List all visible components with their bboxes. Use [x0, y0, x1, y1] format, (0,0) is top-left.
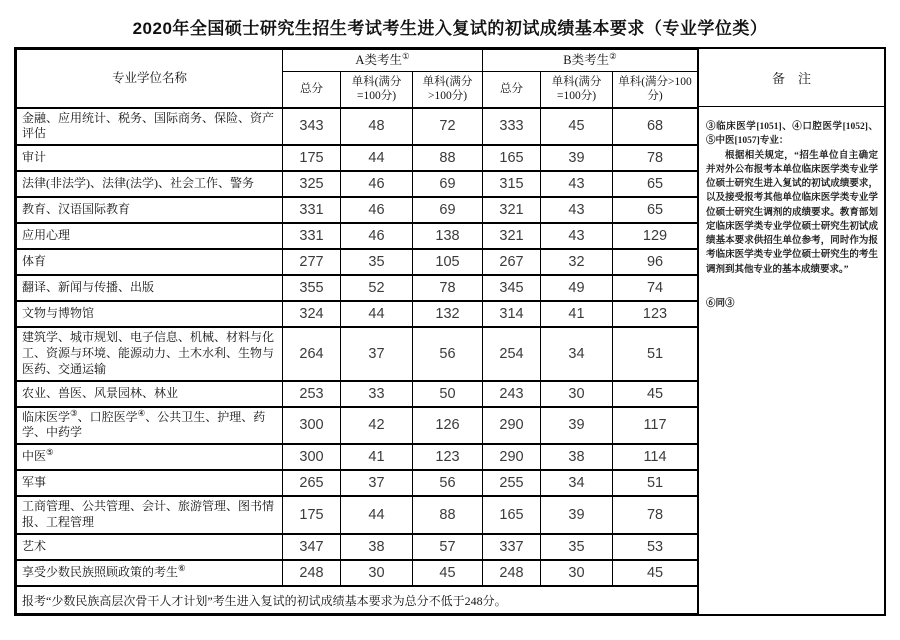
score-cell: 333: [483, 108, 541, 146]
score-cell: 43: [541, 197, 613, 223]
score-cell: 264: [283, 327, 341, 380]
score-cell: 114: [613, 444, 698, 470]
score-cell: 74: [613, 275, 698, 301]
score-cell: 253: [283, 381, 341, 407]
degree-name-cell: 应用心理: [17, 223, 283, 249]
degree-name-cell: 临床医学③、口腔医学④、公共卫生、护理、药学、中药学: [17, 407, 283, 445]
score-cell: 314: [483, 301, 541, 327]
group-b-header: B类考生②: [483, 50, 698, 72]
score-cell: 65: [613, 197, 698, 223]
score-cell: 347: [283, 534, 341, 560]
score-cell: 45: [613, 381, 698, 407]
score-cell: 48: [341, 108, 413, 146]
score-cell: 254: [483, 327, 541, 380]
score-cell: 30: [541, 381, 613, 407]
score-cell: 277: [283, 249, 341, 275]
degree-name-cell: 工商管理、公共管理、会计、旅游管理、图书情报、工程管理: [17, 496, 283, 534]
score-cell: 243: [483, 381, 541, 407]
degree-name-cell: 审计: [17, 145, 283, 171]
table-row: [17, 444, 698, 470]
score-cell: 32: [541, 249, 613, 275]
table-row: [17, 327, 698, 380]
degree-name-cell: 金融、应用统计、税务、国际商务、保险、资产评估: [17, 108, 283, 146]
score-cell: 35: [541, 534, 613, 560]
score-cell: 331: [283, 197, 341, 223]
score-cell: 300: [283, 444, 341, 470]
degree-name-cell: 建筑学、城市规划、电子信息、机械、材料与化工、资源与环境、能源动力、土木水利、生物与医药、交通运输: [17, 327, 283, 380]
header-row-groups: [17, 50, 698, 72]
score-cell: 46: [341, 171, 413, 197]
degree-name-header: 专业学位名称: [17, 50, 283, 108]
score-cell: 33: [341, 381, 413, 407]
table-row: [17, 470, 698, 496]
score-cell: 290: [483, 407, 541, 445]
score-cell: 138: [413, 223, 483, 249]
remarks-heading: ③临床医学[1051]、④口腔医学[1052]、⑤中医[1057]专业：: [706, 122, 878, 147]
degree-name-cell: 法律(非法学)、法律(法学)、社会工作、警务: [17, 171, 283, 197]
remarks-tail: ⑥同③: [706, 298, 735, 309]
score-cell: 30: [341, 560, 413, 586]
score-cell: 290: [483, 444, 541, 470]
degree-name-cell: 翻译、新闻与传播、出版: [17, 275, 283, 301]
score-cell: 96: [613, 249, 698, 275]
score-cell: 44: [341, 301, 413, 327]
score-cell: 46: [341, 197, 413, 223]
degree-name-cell: 艺术: [17, 534, 283, 560]
score-cell: 38: [341, 534, 413, 560]
score-cell: 37: [341, 470, 413, 496]
score-cell: 49: [541, 275, 613, 301]
score-cell: 123: [413, 444, 483, 470]
remarks-body: [699, 107, 884, 327]
score-cell: 69: [413, 197, 483, 223]
table-row: [17, 171, 698, 197]
score-cell: 51: [613, 470, 698, 496]
score-cell: 321: [483, 223, 541, 249]
score-cell: 30: [541, 560, 613, 586]
score-cell: 123: [613, 301, 698, 327]
table-row: [17, 145, 698, 171]
score-cell: 45: [541, 108, 613, 146]
score-cell: 324: [283, 301, 341, 327]
b-total-header: 总分: [483, 72, 541, 108]
b-single-over100-header: 单科(满分>100分): [613, 72, 698, 108]
remarks-paragraph: 根据相关规定，“招生单位自主确定并对外公布报考本单位临床医学类专业学位硕士研究生进入复试的初试成绩要求，以及接受报考其他单位临床医学类专业学位硕士研究生调剂的成绩要求。教育部划定临床医学类专业学位硕士研究生初试成绩基本要求供招生单位参考，同时作为报考临床医学类专业学位硕士研究生的考生调剂到其他专业的基本成绩要求。”: [706, 150, 878, 275]
score-cell: 53: [613, 534, 698, 560]
score-cell: 35: [341, 249, 413, 275]
score-cell: 57: [413, 534, 483, 560]
score-cell: 343: [283, 108, 341, 146]
table-row: [17, 197, 698, 223]
a-total-header: 总分: [283, 72, 341, 108]
degree-name-cell: 文物与博物馆: [17, 301, 283, 327]
score-cell: 52: [341, 275, 413, 301]
score-cell: 265: [283, 470, 341, 496]
score-cell: 44: [341, 496, 413, 534]
score-cell: 175: [283, 496, 341, 534]
score-cell: 300: [283, 407, 341, 445]
score-cell: 42: [341, 407, 413, 445]
score-table: [16, 49, 698, 614]
page-title: 2020年全国硕士研究生招生考试考生进入复试的初试成绩基本要求（专业学位类）: [132, 19, 768, 38]
table-row: [17, 275, 698, 301]
score-table-body: [17, 108, 698, 586]
degree-name-cell: 体育: [17, 249, 283, 275]
score-cell: 248: [283, 560, 341, 586]
remarks-header: 备 注: [699, 49, 884, 107]
score-cell: 355: [283, 275, 341, 301]
degree-name-cell: 农业、兽医、风景园林、林业: [17, 381, 283, 407]
score-cell: 129: [613, 223, 698, 249]
table-row: [17, 223, 698, 249]
score-cell: 345: [483, 275, 541, 301]
score-cell: 45: [613, 560, 698, 586]
score-cell: 325: [283, 171, 341, 197]
score-cell: 41: [541, 301, 613, 327]
table-row: [17, 249, 698, 275]
score-cell: 321: [483, 197, 541, 223]
score-cell: 165: [483, 145, 541, 171]
degree-name-cell: 军事: [17, 470, 283, 496]
table-row: [17, 560, 698, 586]
score-cell: 37: [341, 327, 413, 380]
score-cell: 315: [483, 171, 541, 197]
score-cell: 132: [413, 301, 483, 327]
score-cell: 50: [413, 381, 483, 407]
score-cell: 78: [613, 496, 698, 534]
score-cell: 175: [283, 145, 341, 171]
score-cell: 69: [413, 171, 483, 197]
table-row: [17, 496, 698, 534]
score-cell: 78: [413, 275, 483, 301]
score-cell: 34: [541, 470, 613, 496]
a-single-over100-header: 单科(满分>100分): [413, 72, 483, 108]
score-cell: 46: [341, 223, 413, 249]
table-row: [17, 534, 698, 560]
score-cell: 56: [413, 470, 483, 496]
score-cell: 88: [413, 496, 483, 534]
score-cell: 38: [541, 444, 613, 470]
score-requirements-table: [14, 47, 886, 616]
score-cell: 43: [541, 223, 613, 249]
a-single-full100-header: 单科(满分=100分): [341, 72, 413, 108]
degree-name-cell: 中医⑤: [17, 444, 283, 470]
score-cell: 45: [413, 560, 483, 586]
score-cell: 72: [413, 108, 483, 146]
score-cell: 41: [341, 444, 413, 470]
score-cell: 337: [483, 534, 541, 560]
score-cell: 126: [413, 407, 483, 445]
score-cell: 65: [613, 171, 698, 197]
footer-note-row: [17, 586, 698, 614]
score-cell: 248: [483, 560, 541, 586]
b-single-full100-header: 单科(满分=100分): [541, 72, 613, 108]
group-a-header: A类考生①: [283, 50, 483, 72]
score-cell: 255: [483, 470, 541, 496]
score-cell: 267: [483, 249, 541, 275]
minority-program-note: 报考“少数民族高层次骨干人才计划”考生进入复试的初试成绩基本要求为总分不低于248分。: [17, 586, 698, 614]
score-cell: 88: [413, 145, 483, 171]
score-cell: 78: [613, 145, 698, 171]
score-cell: 68: [613, 108, 698, 146]
degree-name-cell: 教育、汉语国际教育: [17, 197, 283, 223]
score-cell: 39: [541, 145, 613, 171]
score-cell: 39: [541, 496, 613, 534]
table-row: [17, 407, 698, 445]
table-row: [17, 108, 698, 146]
score-cell: 331: [283, 223, 341, 249]
score-cell: 165: [483, 496, 541, 534]
table-row: [17, 301, 698, 327]
score-cell: 117: [613, 407, 698, 445]
score-cell: 56: [413, 327, 483, 380]
score-cell: 43: [541, 171, 613, 197]
score-cell: 44: [341, 145, 413, 171]
score-cell: 51: [613, 327, 698, 380]
score-cell: 39: [541, 407, 613, 445]
remarks-column: [698, 49, 884, 614]
score-cell: 34: [541, 327, 613, 380]
degree-name-cell: 享受少数民族照顾政策的考生⑥: [17, 560, 283, 586]
score-cell: 105: [413, 249, 483, 275]
table-row: [17, 381, 698, 407]
